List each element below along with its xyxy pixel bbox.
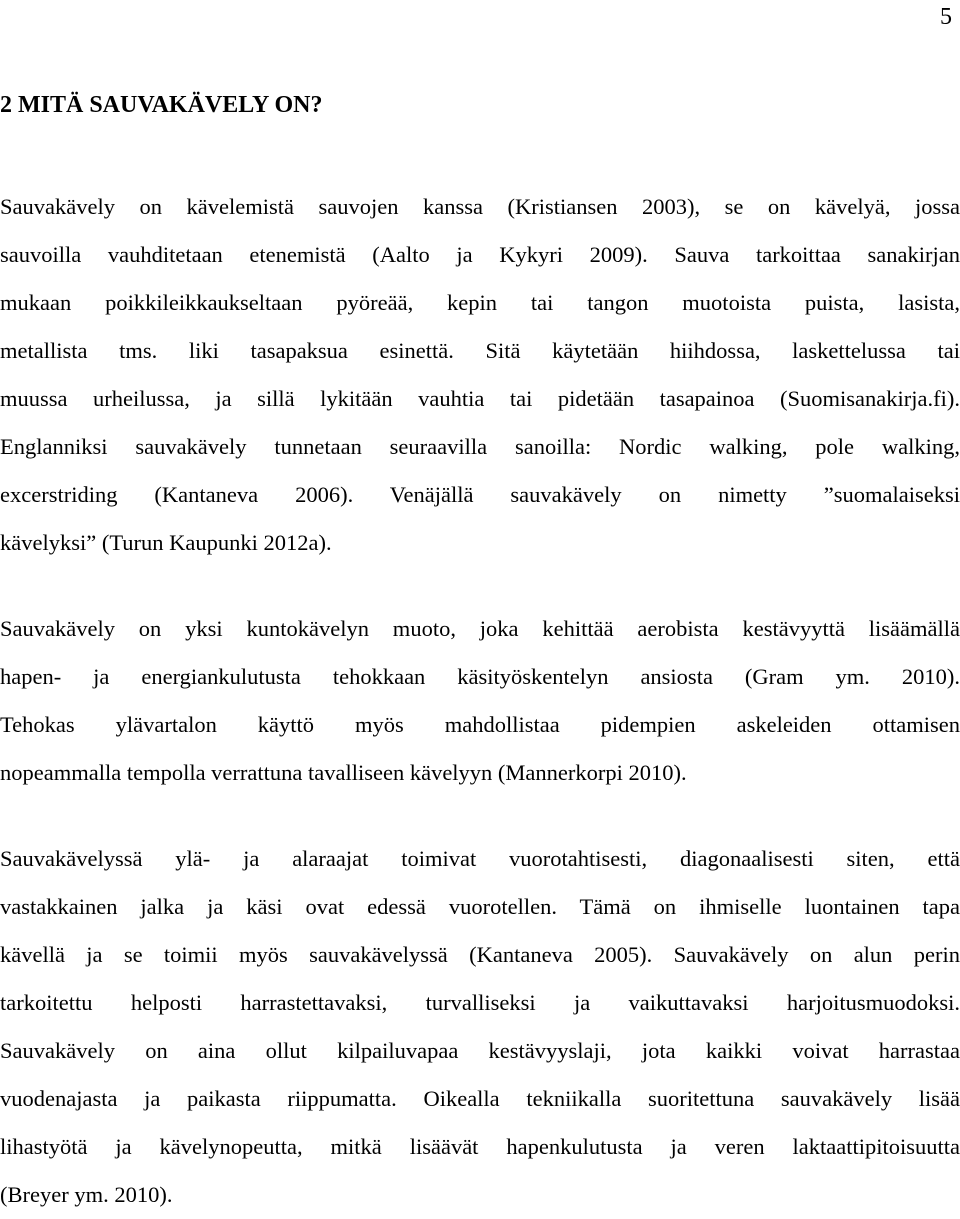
text-line: lihastyötä ja kävelynopeutta, mitkä lisäävät hapenkulutusta ja veren laktaattipitoisuutta	[0, 1134, 960, 1159]
section-heading: 2 MITÄ SAUVAKÄVELY ON?	[0, 92, 323, 118]
text-line: Sauvakävely on yksi kuntokävelyn muoto, joka kehittää aerobista kestävyyttä lisäämällä	[0, 616, 960, 641]
text-line: sauvoilla vauhditetaan etenemistä (Aalto ja Kykyri 2009). Sauva tarkoittaa sanakirjan	[0, 242, 960, 267]
text-line: nopeammalla tempolla verrattuna tavalliseen kävelyyn (Mannerkorpi 2010).	[0, 760, 687, 785]
text-line: tarkoitettu helposti harrastettavaksi, turvalliseksi ja vaikuttavaksi harjoitusmuodoksi.	[0, 990, 960, 1015]
text-line: kävellä ja se toimii myös sauvakävelyssä (Kantaneva 2005). Sauvakävely on alun perin	[0, 942, 960, 967]
text-line: Sauvakävely on kävelemistä sauvojen kanssa (Kristiansen 2003), se on kävelyä, jossa	[0, 194, 960, 219]
text-line: vuodenajasta ja paikasta riippumatta. Oikealla tekniikalla suoritettuna sauvakävely lisää	[0, 1086, 960, 1111]
text-line: Sauvakävelyssä ylä- ja alaraajat toimivat vuorotahtisesti, diagonaalisesti siten, että	[0, 846, 960, 871]
text-line: Englanniksi sauvakävely tunnetaan seuraavilla sanoilla: Nordic walking, pole walking,	[0, 434, 960, 459]
text-line: kävelyksi” (Turun Kaupunki 2012a).	[0, 530, 332, 555]
text-line: Tehokas ylävartalon käyttö myös mahdollistaa pidempien askeleiden ottamisen	[0, 712, 960, 737]
text-line: excerstriding (Kantaneva 2006). Venäjällä sauvakävely on nimetty ”suomalaiseksi	[0, 482, 960, 507]
paragraph-1	[0, 183, 960, 567]
text-line: muussa urheilussa, ja sillä lykitään vauhtia tai pidetään tasapainoa (Suomisanakirja.fi).	[0, 386, 960, 411]
page-number: 5	[940, 4, 952, 30]
paragraph-3	[0, 835, 960, 1219]
text-line: mukaan poikkileikkaukseltaan pyöreää, kepin tai tangon muotoista puista, lasista,	[0, 290, 960, 315]
text-line: Sauvakävely on aina ollut kilpailuvapaa kestävyyslaji, jota kaikki voivat harrastaa	[0, 1038, 960, 1063]
text-line: vastakkainen jalka ja käsi ovat edessä vuorotellen. Tämä on ihmiselle luontainen tapa	[0, 894, 960, 919]
text-line: metallista tms. liki tasapaksua esinettä. Sitä käytetään hiihdossa, laskettelussa tai	[0, 338, 960, 363]
text-line: (Breyer ym. 2010).	[0, 1182, 173, 1207]
paragraph-2	[0, 605, 960, 797]
text-line: hapen- ja energiankulutusta tehokkaan käsityöskentelyn ansiosta (Gram ym. 2010).	[0, 664, 960, 689]
